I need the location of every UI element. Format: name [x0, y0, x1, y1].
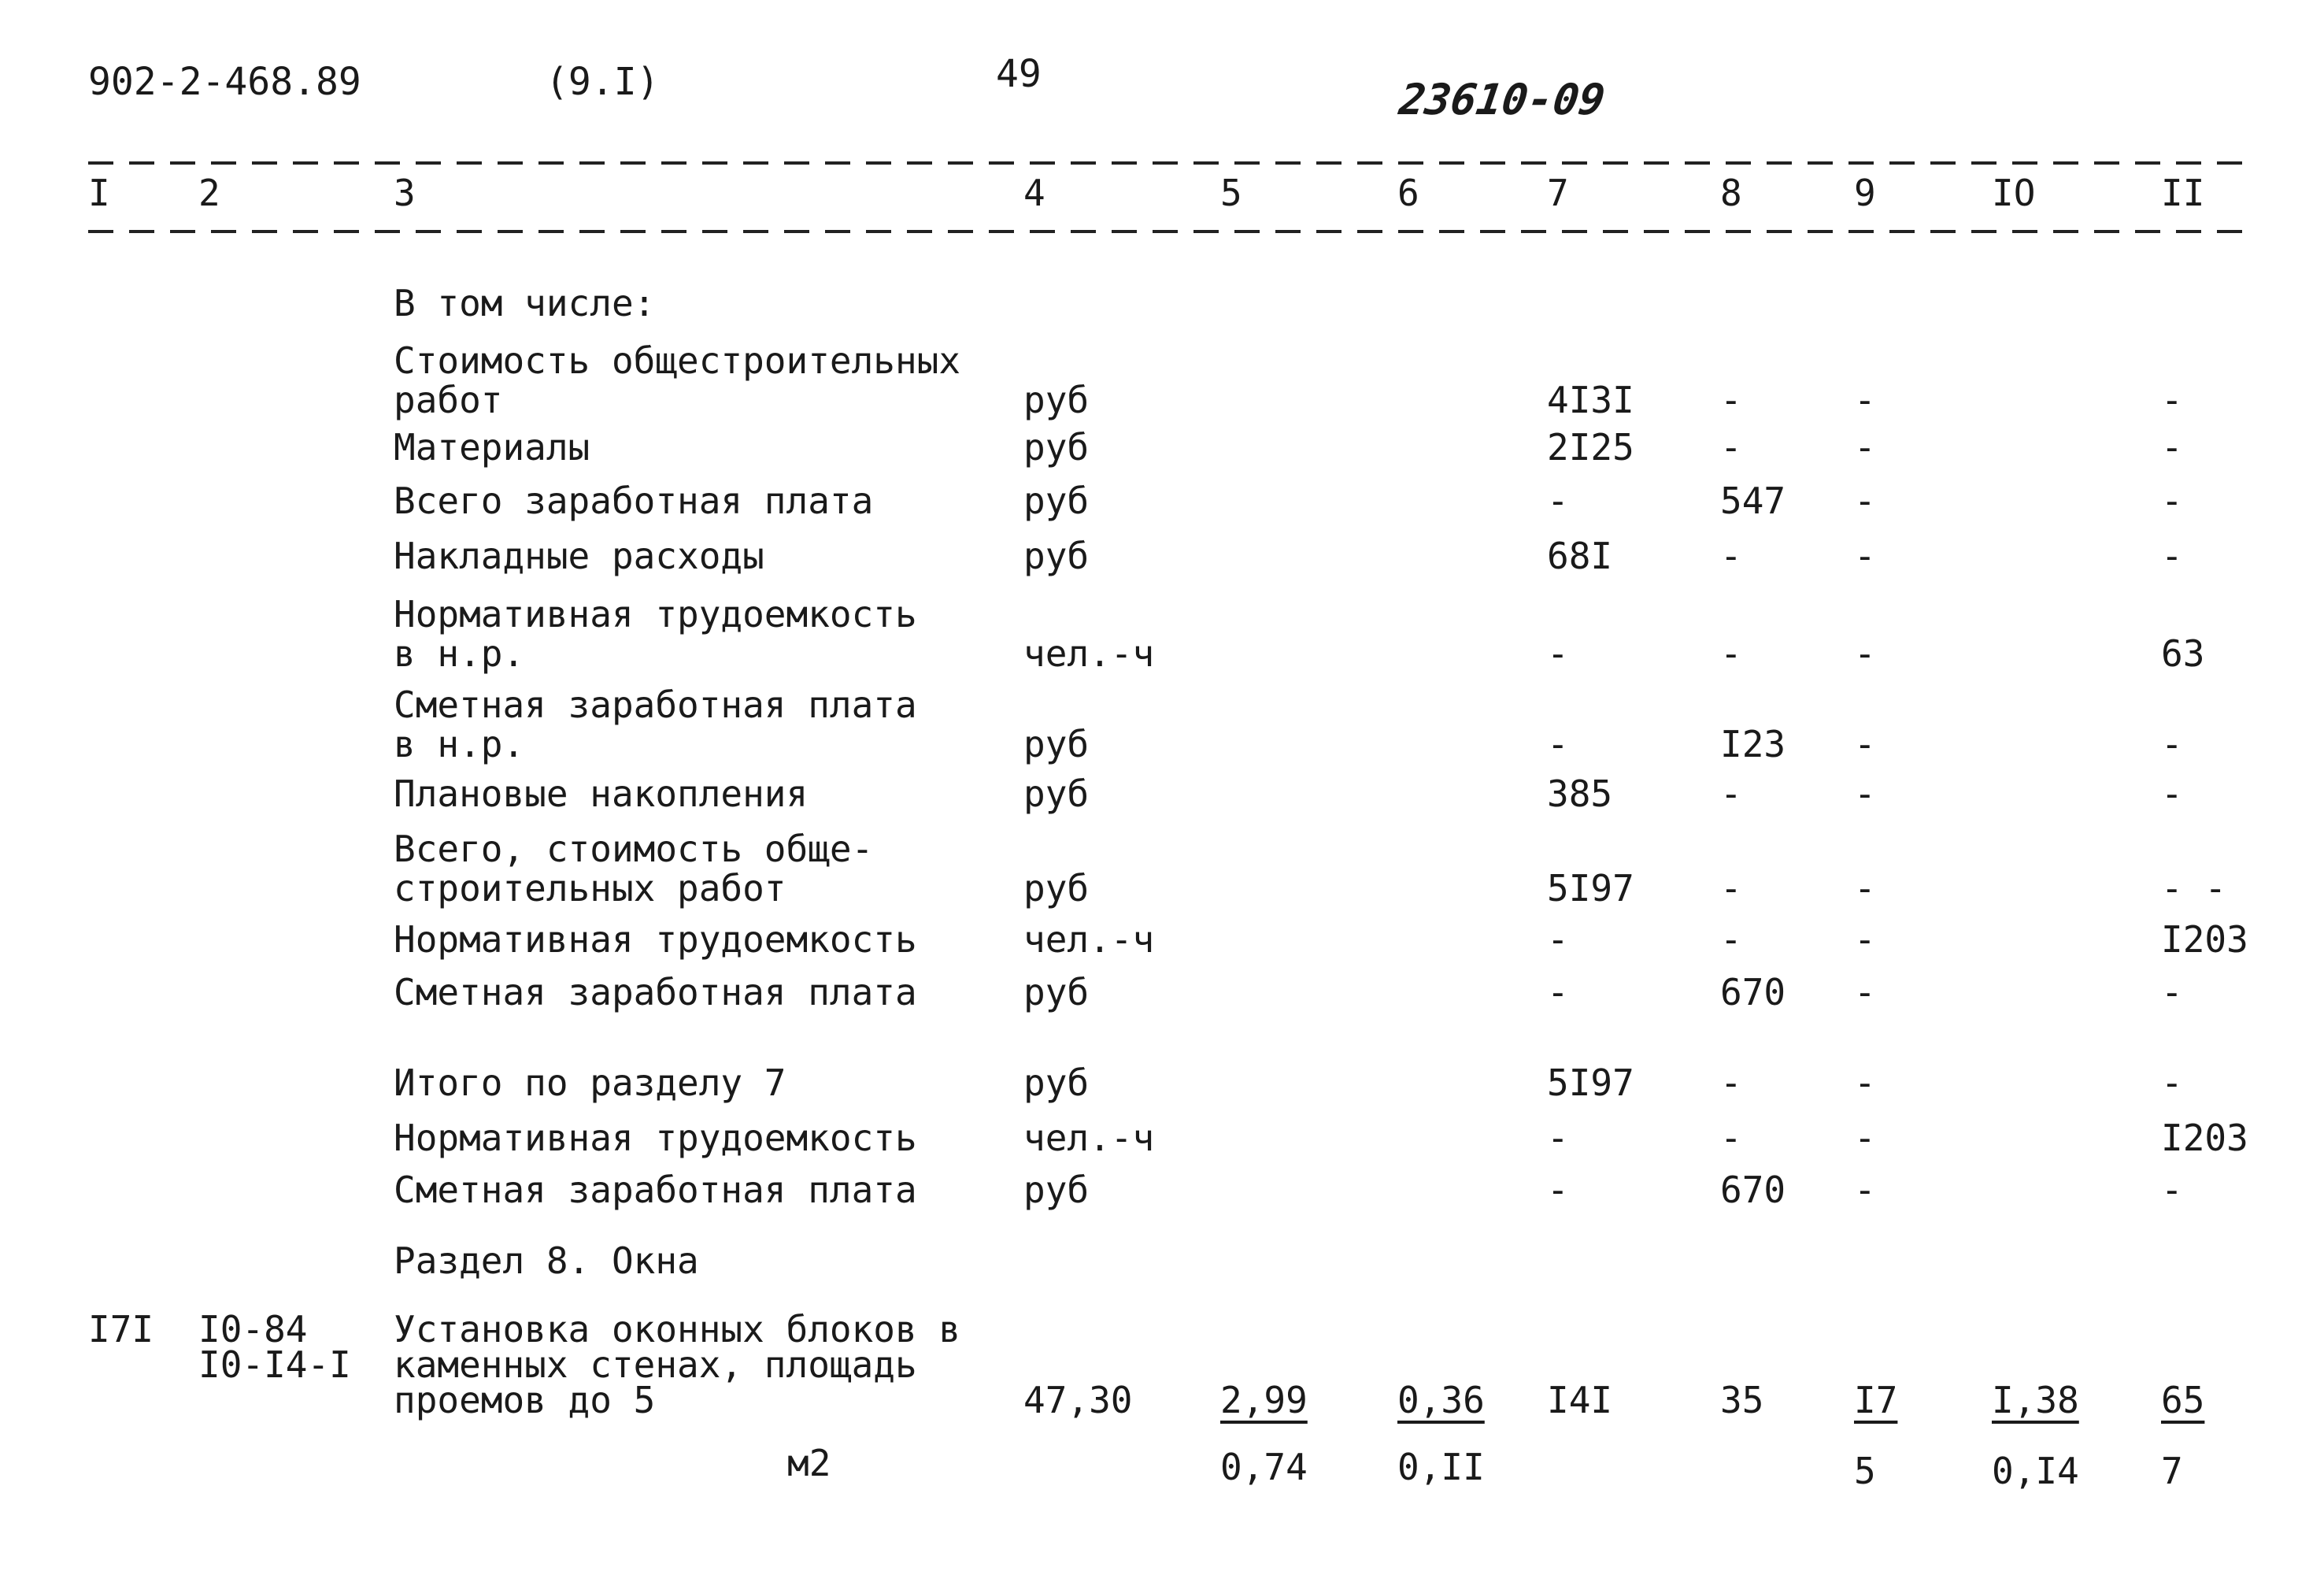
row-4-col-9: -: [1854, 480, 1876, 522]
row-3-description: Материалы: [394, 426, 590, 469]
row-12-col-8: -: [1720, 1061, 1742, 1104]
row-5-col-8: -: [1720, 535, 1742, 577]
row-1-description: В том числе:: [394, 282, 656, 324]
row-9-col-8: -: [1720, 867, 1742, 910]
row-8-description: Плановые накопления: [394, 772, 809, 815]
entry-description: проемов до 5: [394, 1379, 656, 1421]
entry-code: I0-I4-I: [198, 1343, 351, 1386]
column-header-10: IO: [1992, 172, 2036, 214]
column-header-9: 9: [1854, 172, 1876, 214]
row-2-col-4: руб: [1023, 379, 1090, 421]
row-3-col-9: -: [1854, 426, 1876, 469]
row-2-description: работ: [394, 379, 503, 421]
row-15-description: Раздел 8. Окна: [394, 1239, 699, 1282]
row-6-col-7: -: [1547, 632, 1569, 675]
row-4-col-4: руб: [1023, 480, 1090, 522]
row-8-col-4: руб: [1023, 772, 1090, 815]
row-12-col-4: руб: [1023, 1061, 1090, 1104]
entry-col-10: I,38: [1992, 1379, 2079, 1421]
entry-col-11: 65: [2161, 1379, 2205, 1421]
row-8-col-11: -: [2161, 772, 2183, 815]
column-header-8: 8: [1720, 172, 1742, 214]
row-4-col-8: 547: [1720, 480, 1786, 522]
row-11-col-11: -: [2161, 971, 2183, 1013]
row-6-col-8: -: [1720, 632, 1742, 675]
row-8-col-8: -: [1720, 772, 1742, 815]
row-9-col-4: руб: [1023, 867, 1090, 910]
row-2-col-7: 4I3I: [1547, 379, 1634, 421]
row-6-col-11: 63: [2161, 632, 2205, 675]
row-10-description: Нормативная трудоемкость: [394, 918, 917, 961]
row-14-col-11: -: [2161, 1169, 2183, 1211]
row-10-col-11: I203: [2161, 918, 2248, 961]
row-11-col-4: руб: [1023, 971, 1090, 1013]
column-header-11: II: [2161, 172, 2205, 214]
column-header-6: 6: [1397, 172, 1419, 214]
row-13-col-9: -: [1854, 1117, 1876, 1159]
row-10-col-7: -: [1547, 918, 1569, 961]
row-13-col-11: I203: [2161, 1117, 2248, 1159]
row-9-col-7: 5I97: [1547, 867, 1634, 910]
row-11-description: Сметная заработная плата: [394, 971, 917, 1013]
row-14-col-7: -: [1547, 1169, 1569, 1211]
row-9-col-9: -: [1854, 867, 1876, 910]
entry-unit: м2: [787, 1442, 831, 1484]
row-12-col-9: -: [1854, 1061, 1876, 1104]
row-3-col-7: 2I25: [1547, 426, 1634, 469]
row-3-col-4: руб: [1023, 426, 1090, 469]
row-2-description: Стоимость общестроительных: [394, 339, 961, 382]
column-header-2: 2: [198, 172, 220, 214]
header-rule-bottom: [88, 230, 2245, 233]
entry-unit-wage: 0,36: [1397, 1379, 1485, 1421]
row-7-description: Сметная заработная плата: [394, 684, 917, 726]
row-2-col-8: -: [1720, 379, 1742, 421]
document-stamp: 23610-09: [1396, 75, 1608, 124]
row-14-col-4: руб: [1023, 1169, 1090, 1211]
entry-total-cost: I4I: [1547, 1379, 1613, 1421]
section-ref: (9.I): [546, 60, 660, 104]
row-14-col-8: 670: [1720, 1169, 1786, 1211]
row-14-col-9: -: [1854, 1169, 1876, 1211]
row-6-description: Нормативная трудоемкость: [394, 593, 917, 635]
row-7-col-4: руб: [1023, 723, 1090, 765]
row-10-col-4: чел.-ч: [1023, 918, 1155, 961]
row-9-col-11: - -: [2161, 867, 2227, 910]
entry-unit-wage-sub: 0,II: [1397, 1446, 1485, 1488]
row-13-col-7: -: [1547, 1117, 1569, 1159]
row-13-col-4: чел.-ч: [1023, 1117, 1155, 1159]
row-5-col-4: руб: [1023, 535, 1090, 577]
row-4-description: Всего заработная плата: [394, 480, 874, 522]
row-13-col-8: -: [1720, 1117, 1742, 1159]
row-2-col-11: -: [2161, 379, 2183, 421]
entry-col-11-sub: 7: [2161, 1450, 2183, 1492]
row-2-col-9: -: [1854, 379, 1876, 421]
entry-code: I0-84: [198, 1308, 308, 1350]
row-10-col-8: -: [1720, 918, 1742, 961]
row-9-description: строительных работ: [394, 867, 786, 910]
column-header-4: 4: [1023, 172, 1045, 214]
row-3-col-8: -: [1720, 426, 1742, 469]
row-11-col-7: -: [1547, 971, 1569, 1013]
row-11-col-9: -: [1854, 971, 1876, 1013]
row-3-col-11: -: [2161, 426, 2183, 469]
row-7-col-9: -: [1854, 723, 1876, 765]
header-rule-top: [88, 161, 2245, 165]
entry-unit-cost: 2,99: [1220, 1379, 1308, 1421]
row-7-col-8: I23: [1720, 723, 1786, 765]
row-7-col-11: -: [2161, 723, 2183, 765]
row-12-col-11: -: [2161, 1061, 2183, 1104]
row-6-description: в н.р.: [394, 632, 525, 675]
row-5-col-9: -: [1854, 535, 1876, 577]
document-code: 902-2-468.89: [88, 60, 361, 104]
entry-description: каменных стенах, площадь: [394, 1343, 917, 1386]
entry-col-9: I7: [1854, 1379, 1898, 1421]
column-header-5: 5: [1220, 172, 1242, 214]
row-9-description: Всего, стоимость обще-: [394, 828, 874, 870]
row-8-col-9: -: [1854, 772, 1876, 815]
entry-col-10-sub: 0,I4: [1992, 1450, 2079, 1492]
row-4-col-7: -: [1547, 480, 1569, 522]
column-header-7: 7: [1547, 172, 1569, 214]
column-header-1: I: [88, 172, 110, 214]
row-12-col-7: 5I97: [1547, 1061, 1634, 1104]
entry-total-wage: 35: [1720, 1379, 1764, 1421]
row-10-col-9: -: [1854, 918, 1876, 961]
entry-number: I7I: [88, 1308, 154, 1350]
row-11-col-8: 670: [1720, 971, 1786, 1013]
row-7-col-7: -: [1547, 723, 1569, 765]
row-12-description: Итого по разделу 7: [394, 1061, 786, 1104]
row-7-description: в н.р.: [394, 723, 525, 765]
row-13-description: Нормативная трудоемкость: [394, 1117, 917, 1159]
row-6-col-4: чел.-ч: [1023, 632, 1155, 675]
row-4-col-11: -: [2161, 480, 2183, 522]
entry-unit-cost-sub: 0,74: [1220, 1446, 1308, 1488]
page-number: 49: [996, 52, 1042, 96]
row-8-col-7: 385: [1547, 772, 1613, 815]
entry-quantity: 47,30: [1023, 1379, 1133, 1421]
row-14-description: Сметная заработная плата: [394, 1169, 917, 1211]
row-5-description: Накладные расходы: [394, 535, 764, 577]
column-header-3: 3: [394, 172, 416, 214]
row-5-col-7: 68I: [1547, 535, 1613, 577]
entry-description: Установка оконных блоков в: [394, 1308, 961, 1350]
row-6-col-9: -: [1854, 632, 1876, 675]
row-5-col-11: -: [2161, 535, 2183, 577]
entry-col-9-sub: 5: [1854, 1450, 1876, 1492]
